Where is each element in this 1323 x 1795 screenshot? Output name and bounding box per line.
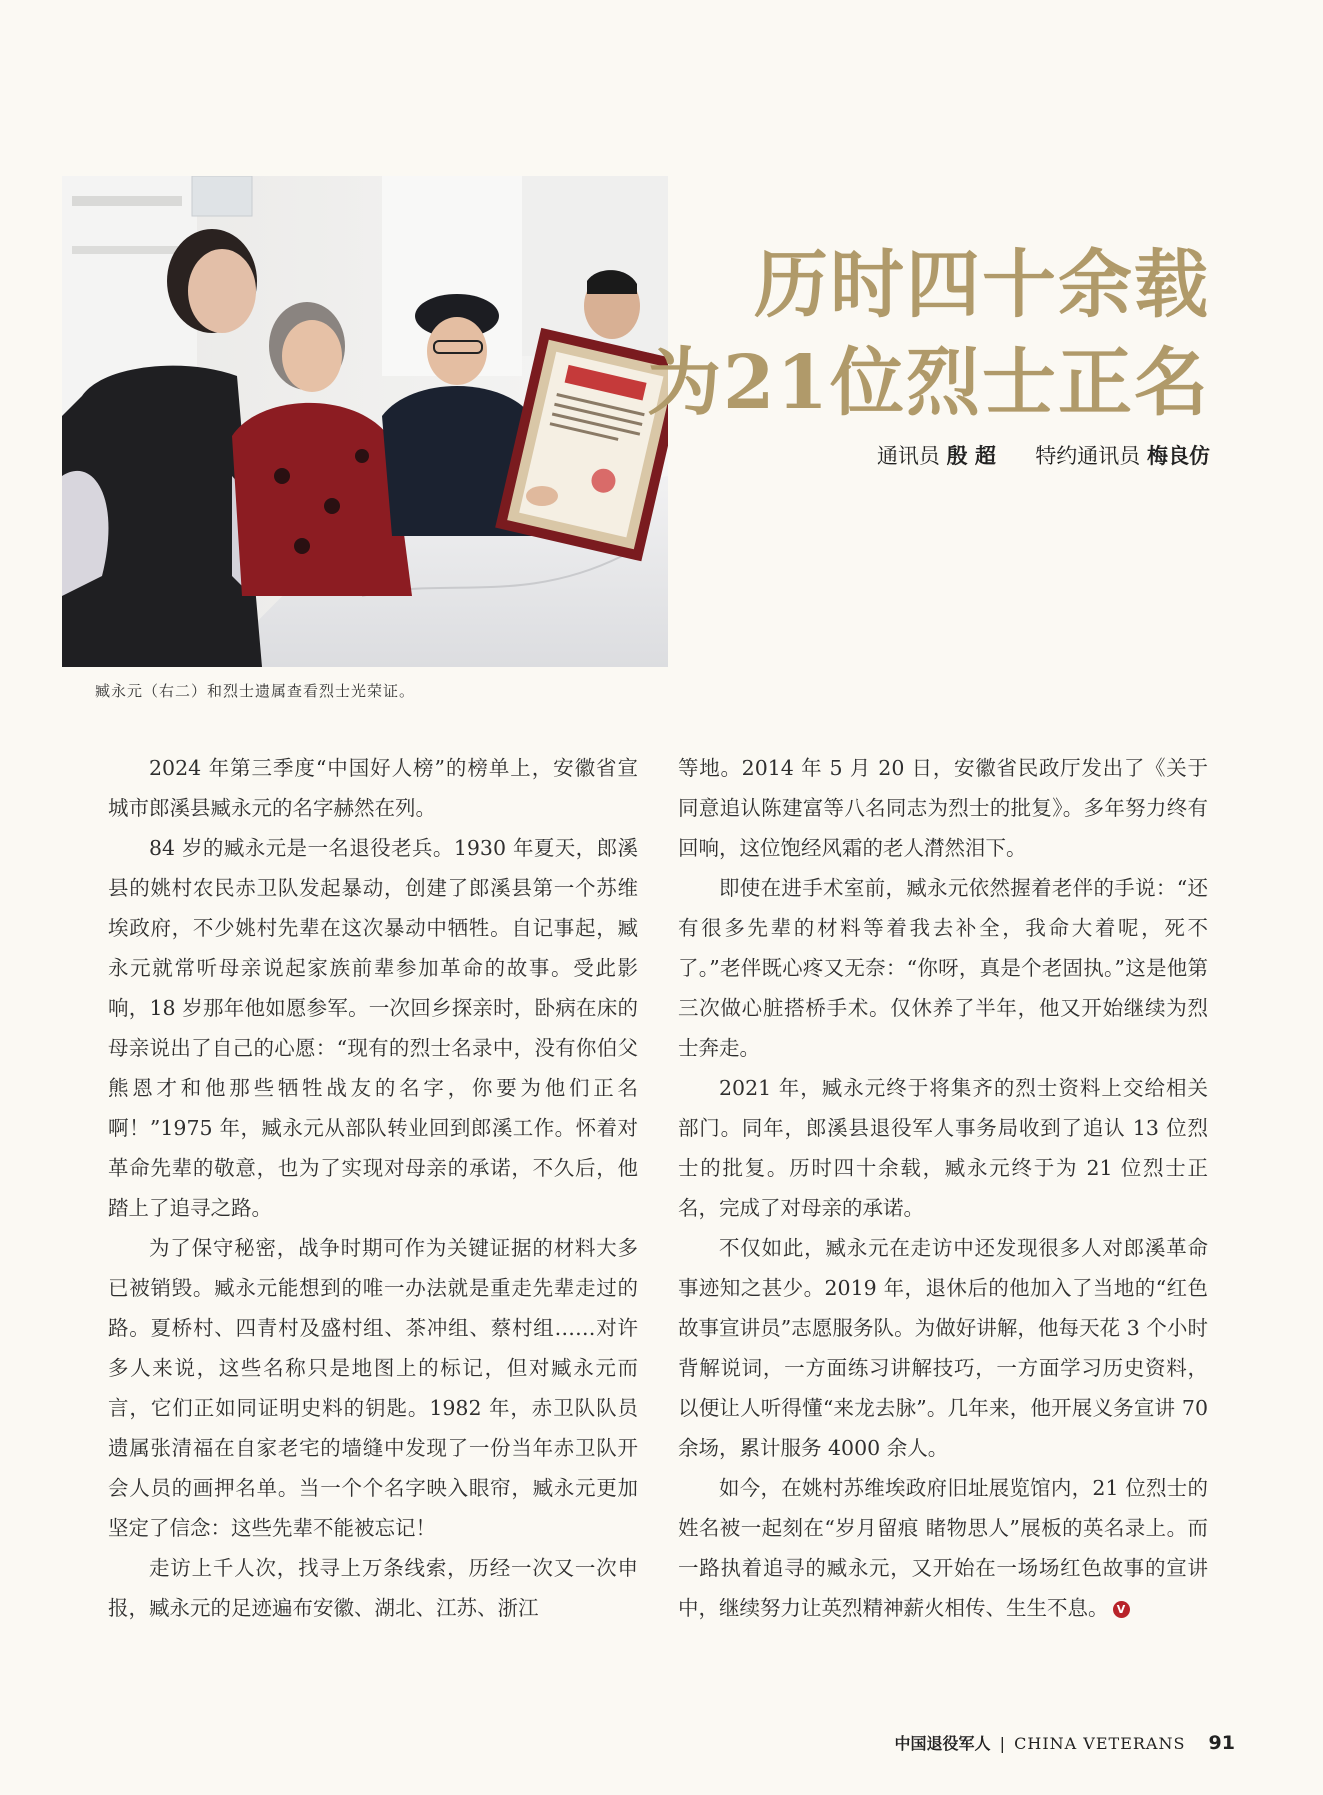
last-paragraph-text: 如今，在姚村苏维埃政府旧址展览馆内，21 位烈士的姓名被一起刻在“岁月留痕 睹物思人”展板的英名录上。而一路执着追寻的臧永元，又开始在一场场红色故事的宣讲中，继续努力让英烈精神薪火相传、生生不息。 xyxy=(678,1476,1208,1620)
footer-separator: | xyxy=(999,1734,1006,1753)
page-number: 91 xyxy=(1208,1732,1235,1754)
magazine-name-en: CHINA VETERANS xyxy=(1014,1734,1186,1753)
article-title xyxy=(647,236,1210,432)
paragraph: 2021 年，臧永元终于将集齐的烈士资料上交给相关部门。同年，郎溪县退役军人事务局收到了追认 13 位烈士的批复。历时四十余载，臧永元终于为 21 位烈士正名，完成了对母亲的承诺。 xyxy=(678,1076,1208,1220)
title-line-1: 历时四十余载 xyxy=(754,242,1210,328)
paragraph: 2024 年第三季度“中国好人榜”的榜单上，安徽省宣城市郎溪县臧永元的名字赫然在列。 xyxy=(108,756,638,820)
paragraph: 走访上千人次，找寻上万条线索，历经一次又一次申报，臧永元的足迹遍布安徽、湖北、江苏、浙江 xyxy=(108,1556,638,1620)
page-footer xyxy=(895,1731,1235,1754)
paragraph-last xyxy=(678,1468,1208,1628)
byline-role-1: 通讯员 xyxy=(876,444,940,468)
paragraph: 即使在进手术室前，臧永元依然握着老伴的手说：“还有很多先辈的材料等着我去补全，我命大着呢，死不了。”老伴既心疼又无奈：“你呀，真是个老固执。”这是他第三次做心脏搭桥手术。仅休养了半年，他又开始继续为烈士奔走。 xyxy=(678,876,1208,1060)
paragraph: 不仅如此，臧永元在走访中还发现很多人对郎溪革命事迹知之甚少。2019 年，退休后的他加入了当地的“红色故事宣讲员”志愿服务队。为做好讲解，他每天花 3 个小时背解说词，一方面练习讲解技巧，一方面学习历史资料，以便让人听得懂“来龙去脉”。几年来，他开展义务宣讲 70 余场，累计服务 4000 余人。 xyxy=(678,1236,1208,1460)
byline-name-2: 梅良仿 xyxy=(1147,444,1210,468)
paragraph: 84 岁的臧永元是一名退役老兵。1930 年夏天，郎溪县的姚村农民赤卫队发起暴动，创建了郎溪县第一个苏维埃政府，不少姚村先辈在这次暴动中牺牲。自记事起，臧永元就常听母亲说起家族前辈参加革命的故事。受此影响，18 岁那年他如愿参军。一次回乡探亲时，卧病在床的母亲说出了自己的心愿：“现有的烈士名录中，没有你伯父熊恩才和他那些牺牲战友的名字，你要为他们正名啊！”1975 年，臧永元从部队转业回到郎溪工作。怀着对革命先辈的敬意，也为了实现对母亲的承诺，不久后，他踏上了追寻之路。 xyxy=(108,836,638,1220)
byline xyxy=(877,440,1210,470)
byline-name-1: 殷 超 xyxy=(946,444,996,468)
title-line-2: 为21位烈士正名 xyxy=(647,340,1210,426)
body-column-left xyxy=(108,748,638,1628)
paragraph: 为了保守秘密，战争时期可作为关键证据的材料大多已被销毁。臧永元能想到的唯一办法就是重走先辈走过的路。夏桥村、四青村及盛村组、茶冲组、蔡村组……对许多人来说，这些名称只是地图上的标记，但对臧永元而言，它们正如同证明史料的钥匙。1982 年，赤卫队队员遗属张清福在自家老宅的墙缝中发现了一份当年赤卫队开会人员的画押名单。当一个个名字映入眼帘，臧永元更加坚定了信念：这些先辈不能被忘记！ xyxy=(108,1236,638,1540)
byline-role-2: 特约通讯员 xyxy=(1035,444,1141,468)
end-mark-icon: V xyxy=(1113,1601,1130,1618)
body-column-right xyxy=(678,748,1208,1628)
article-photo xyxy=(62,176,668,667)
magazine-name-cn: 中国退役军人 xyxy=(894,1734,991,1753)
paragraph-continuation: 等地。2014 年 5 月 20 日，安徽省民政厅发出了《关于同意追认陈建富等八名同志为烈士的批复》。多年努力终有回响，这位饱经风霜的老人潸然泪下。 xyxy=(678,756,1208,860)
photo-caption: 臧永元（右二）和烈士遗属查看烈士光荣证。 xyxy=(95,682,416,700)
